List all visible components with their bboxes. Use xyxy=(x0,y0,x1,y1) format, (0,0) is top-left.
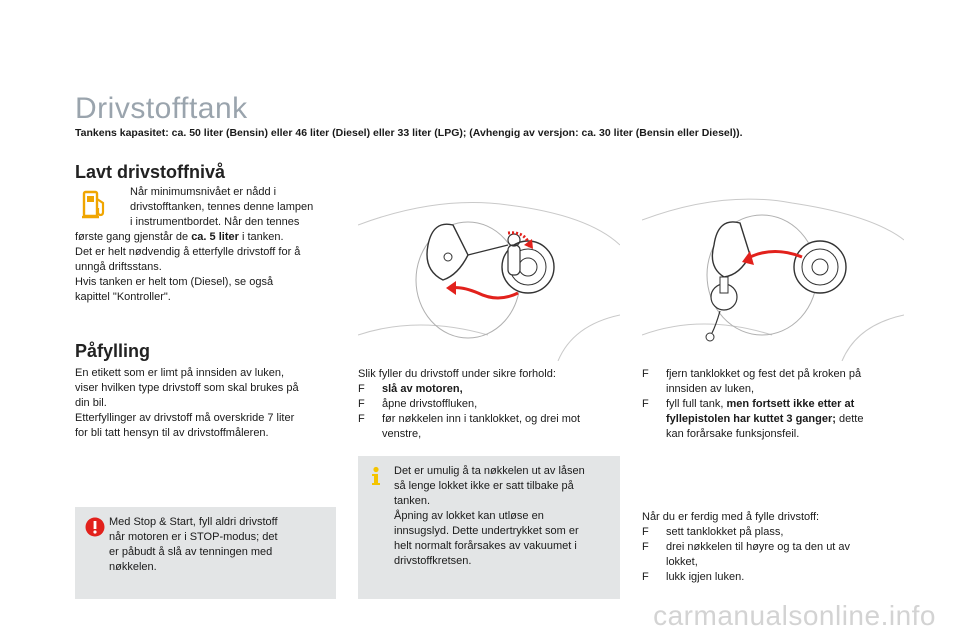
finish-bullet-1 xyxy=(642,525,904,540)
fuel-flap-key-illustration xyxy=(358,185,620,361)
info-line-2: så lenge lokket ikke er satt tilbake på xyxy=(394,480,574,492)
info-line-5: innsugslyd. Dette undertrykket som er xyxy=(394,525,579,537)
bullet-box-icon: F xyxy=(358,383,365,395)
low-fuel-line-7: Hvis tanken er helt tom (Diesel), se også xyxy=(75,276,274,288)
tank-capacity-text: Tankens kapasitet: ca. 50 liter (Bensin) eller 46 liter (Diesel) eller 33 liter (LPG); (Avhengig av versjon: ca. 30 liter (Bensin eller Diesel)). xyxy=(75,127,743,139)
info-line-6: helt normalt forårsakes av vakuumet i xyxy=(394,540,577,552)
bullet-box-icon: F xyxy=(642,398,649,410)
cap-steps-bullet-2-b: men fortsett ikke etter at xyxy=(726,398,855,410)
low-fuel-heading: Lavt drivstoffnivå xyxy=(75,162,226,182)
finish-intro: Når du er ferdig med å fylle drivstoff: xyxy=(642,511,820,523)
conditions-bullet-1-text: slå av motoren, xyxy=(382,383,463,395)
finish-bullet-2-line-1: drei nøkkelen til høyre og ta den ut av xyxy=(666,541,851,553)
refuel-line-3: din bil. xyxy=(75,397,107,409)
low-fuel-amount: ca. 5 liter xyxy=(191,231,239,243)
conditions-bullet-3-line-2: venstre, xyxy=(382,428,422,440)
cap-steps-bullet-2-c: fyllepistolen har kuttet 3 ganger; xyxy=(666,413,836,425)
conditions-text xyxy=(358,367,620,442)
low-fuel-line-4c: i tanken. xyxy=(238,231,284,243)
cap-steps-bullet-1-line-2: innsiden av luken, xyxy=(666,383,755,395)
cap-steps-bullet-1 xyxy=(642,367,904,397)
refuel-line-1: En etikett som er limt på innsiden av luken, xyxy=(75,367,285,379)
warning-line-2: når motoren er i STOP-modus; det xyxy=(109,531,278,543)
bullet-box-icon: F xyxy=(358,398,365,410)
bullet-box-icon: F xyxy=(642,526,649,538)
cap-steps-bullet-2-d: dette xyxy=(835,413,864,425)
watermark: carmanualsonline.info xyxy=(653,600,936,631)
low-fuel-line-8: kapittel "Kontroller". xyxy=(75,291,171,303)
info-icon xyxy=(368,466,384,486)
finish-bullet-3-text: lukk igjen luken. xyxy=(666,571,745,583)
refuel-line-2: viser hvilken type drivstoff som skal brukes på xyxy=(75,382,299,394)
finish-text xyxy=(642,510,904,585)
info-line-4: Åpning av lokket kan utløse en xyxy=(394,510,544,522)
info-text xyxy=(394,464,614,569)
conditions-bullet-1 xyxy=(358,382,620,397)
refuel-heading: Påfylling xyxy=(75,341,151,361)
cap-steps-text xyxy=(642,367,904,442)
low-fuel-text xyxy=(75,185,345,305)
info-note xyxy=(358,456,620,599)
info-line-7: drivstoffkretsen. xyxy=(394,555,472,567)
bullet-box-icon: F xyxy=(358,413,365,425)
low-fuel-line-1: Når minimumsnivået er nådd i xyxy=(130,186,277,198)
conditions-bullet-2-text: åpne drivstoffluken, xyxy=(382,398,478,410)
finish-bullet-1-text: sett tanklokket på plass, xyxy=(666,526,784,538)
conditions-bullet-3-line-1: før nøkkelen inn i tanklokket, og drei mot xyxy=(382,413,581,425)
warning-line-3: er påbudt å slå av tenningen med xyxy=(109,546,273,558)
page-title: Drivstofftank xyxy=(75,92,248,125)
low-fuel-line-2: drivstofftanken, tennes denne lampen xyxy=(130,201,314,213)
low-fuel-line-3: i instrumentbordet. Når den tennes xyxy=(130,216,300,228)
finish-bullet-2-line-2: lokket, xyxy=(666,556,698,568)
refuel-text xyxy=(75,366,345,441)
info-line-3: tanken. xyxy=(394,495,431,507)
fuel-cap-removal-illustration xyxy=(642,185,904,361)
warning-line-4: nøkkelen. xyxy=(109,561,157,573)
cap-steps-bullet-2 xyxy=(642,397,904,442)
warning-line-1: Med Stop & Start, fyll aldri drivstoff xyxy=(109,516,278,528)
conditions-bullet-3 xyxy=(358,412,620,442)
bullet-box-icon: F xyxy=(642,541,649,553)
refuel-line-4: Etterfyllinger av drivstoff må overskride 7 liter xyxy=(75,412,295,424)
low-fuel-line-4a: første gang gjenstår de xyxy=(75,231,192,243)
low-fuel-line-5: Det er helt nødvendig å etterfylle drivstoff for å xyxy=(75,246,301,258)
warning-icon xyxy=(85,517,105,537)
low-fuel-line-6: unngå driftsstans. xyxy=(75,261,162,273)
finish-bullet-3 xyxy=(642,570,904,585)
finish-bullet-2 xyxy=(642,540,904,570)
refuel-line-5: for bli tatt hensyn til av drivstoffmåleren. xyxy=(75,427,269,439)
cap-steps-bullet-2-e: kan forårsake funksjonsfeil. xyxy=(666,428,800,440)
low-fuel-line-4 xyxy=(75,230,345,245)
cap-steps-bullet-2-a: fyll full tank, xyxy=(666,398,727,410)
bullet-box-icon: F xyxy=(642,368,649,380)
info-line-1: Det er umulig å ta nøkkelen ut av låsen xyxy=(394,465,585,477)
conditions-intro: Slik fyller du drivstoff under sikre forhold: xyxy=(358,368,556,380)
bullet-box-icon: F xyxy=(642,571,649,583)
warning-note xyxy=(75,507,336,599)
conditions-bullet-2 xyxy=(358,397,620,412)
warning-text xyxy=(109,515,329,575)
cap-steps-bullet-1-line-1: fjern tanklokket og fest det på kroken på xyxy=(666,368,862,380)
